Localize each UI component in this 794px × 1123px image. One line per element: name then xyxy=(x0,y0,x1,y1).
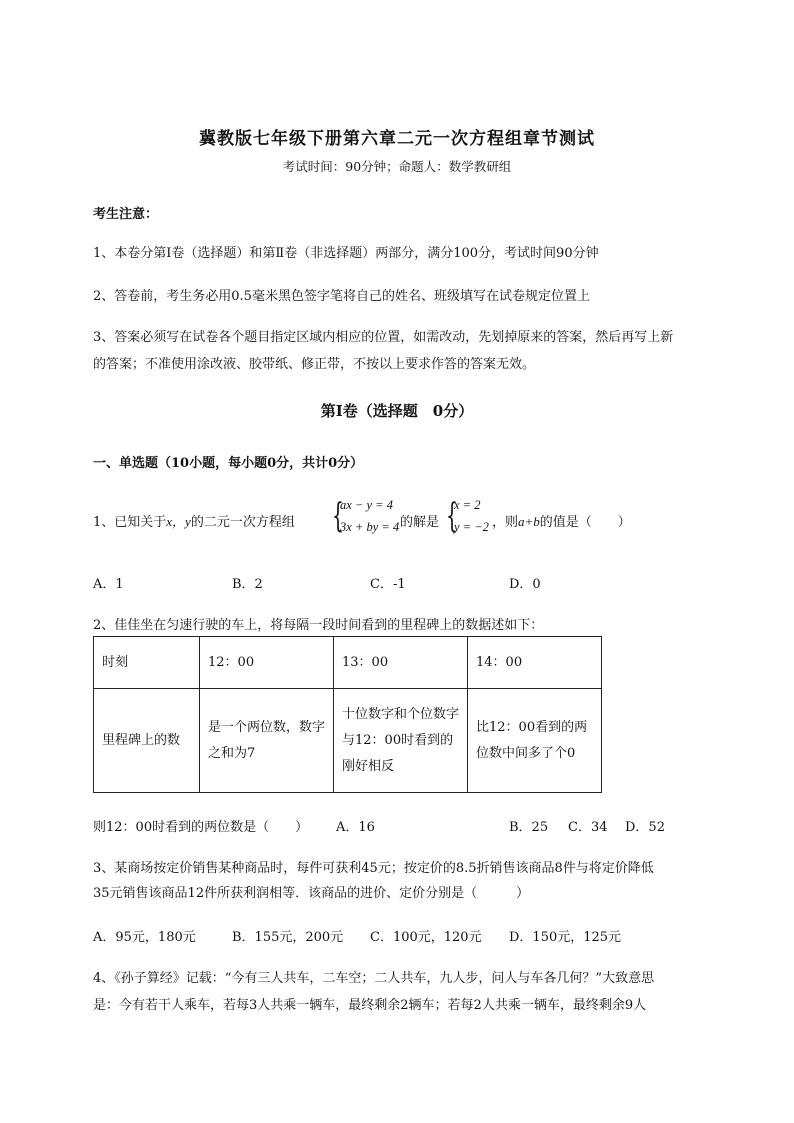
document-title: 冀教版七年级下册第六章二元一次方程组章节测试 xyxy=(199,129,595,149)
question-3-line-1: 3、某商场按定价销售某种商品时，每件可获利45元；按定价的8.5折销售该商品8件与将定价降低 xyxy=(93,861,654,876)
question-3-line-2: 35元销售该商品12件所获利润相等．该商品的进价、定价分别是（ ） xyxy=(93,886,530,901)
exam-subtitle: 考试时间：90分钟；命题人：数学教研组 xyxy=(282,159,512,174)
q2-option-c[interactable]: C．34 xyxy=(568,820,608,835)
q1-system-brace: { xyxy=(332,496,344,536)
q1-option-b[interactable]: B．2 xyxy=(232,577,263,592)
q3-option-c[interactable]: C．100元，120元 xyxy=(370,930,482,945)
q1-equation-1: ax − y = 4 xyxy=(340,498,393,512)
notice-item-2: 2、答卷前，考生务必用0.5毫米黑色签字笔将自己的姓名、班级填写在试卷规定位置上 xyxy=(93,289,590,304)
q2-option-a[interactable]: A．16 xyxy=(336,820,375,835)
q1-option-c[interactable]: C．-1 xyxy=(370,577,406,592)
q1-vars: x，y xyxy=(166,514,191,529)
q1-prefix: 1、已知关于 xyxy=(93,515,167,530)
table-cell: 是一个两位数，数字之和为7 xyxy=(200,689,334,793)
q1-mid: 的二元一次方程组 xyxy=(190,515,295,530)
table-header-row xyxy=(94,637,602,689)
table-header-cell: 13：00 xyxy=(334,637,468,689)
q2-option-b[interactable]: B．25 xyxy=(509,820,549,835)
question-1-stem xyxy=(93,511,295,530)
q3-option-d[interactable]: D．150元，125元 xyxy=(509,930,622,945)
table-row xyxy=(94,689,602,793)
question-2-stem: 2、佳佳坐在匀速行驶的车上，将每隔一段时间看到的里程碑上的数据述如下： xyxy=(93,618,544,633)
notice-item-3-cont: 的答案；不准使用涂改液、胶带纸、修正带，不按以上要求作答的答案无效。 xyxy=(93,357,536,372)
q1-expr: a+b xyxy=(518,514,540,529)
q1-solution-2: y = −2 xyxy=(454,520,489,534)
q3-option-b[interactable]: B．155元，200元 xyxy=(232,930,344,945)
milestone-table xyxy=(93,636,602,793)
notice-item-3: 3、答案必须写在试卷各个题目指定区域内相应的位置，如需改动，先划掉原来的答案，然后再写上新 xyxy=(93,330,674,345)
table-cell: 比12：00看到的两位数中间多了个0 xyxy=(468,689,602,793)
table-row-label: 里程碑上的数 xyxy=(94,689,200,793)
table-header-cell: 12：00 xyxy=(200,637,334,689)
notice-item-1: 1、本卷分第Ⅰ卷（选择题）和第Ⅱ卷（非选择题）两部分，满分100分，考试时间90分钟 xyxy=(93,246,599,261)
notice-heading: 考生注意： xyxy=(93,207,159,222)
question-4-line-2: 是：今有若干人乘车，若每3人共乘一辆车，最终剩余2辆车；若每2人共乘一辆车，最终剩余9人 xyxy=(93,998,647,1013)
question-1-tail xyxy=(492,511,631,530)
question-2-after: 则12：00时看到的两位数是（ ） xyxy=(93,820,309,835)
q1-option-a[interactable]: A．1 xyxy=(93,577,124,592)
table-header-cell: 时刻 xyxy=(94,637,200,689)
q1-solution-brace: { xyxy=(446,496,458,536)
q1-suffix-pre: ，则 xyxy=(492,515,519,530)
q1-solution-1: x = 2 xyxy=(454,498,481,512)
section-title: 第Ⅰ卷（选择题 0分） xyxy=(320,402,474,420)
q3-option-a[interactable]: A．95元，180元 xyxy=(93,930,196,945)
q1-mid2: 的解是 xyxy=(400,515,440,530)
table-cell: 十位数字和个位数字与12：00时看到的刚好相反 xyxy=(334,689,468,793)
part-heading: 一、单选题（10小题，每小题0分，共计0分） xyxy=(93,456,364,471)
table-header-cell: 14：00 xyxy=(468,637,602,689)
question-4-line-1: 4、《孙子算经》记载：“今有三人共车，二车空；二人共车，九人步，问人与车各几何？”大致意思 xyxy=(93,971,655,986)
q1-equation-2: 3x + by = 4 xyxy=(340,520,400,534)
q1-suffix: 的值是（ ） xyxy=(539,515,631,530)
q1-option-d[interactable]: D．0 xyxy=(509,577,541,592)
q2-option-d[interactable]: D．52 xyxy=(625,820,665,835)
